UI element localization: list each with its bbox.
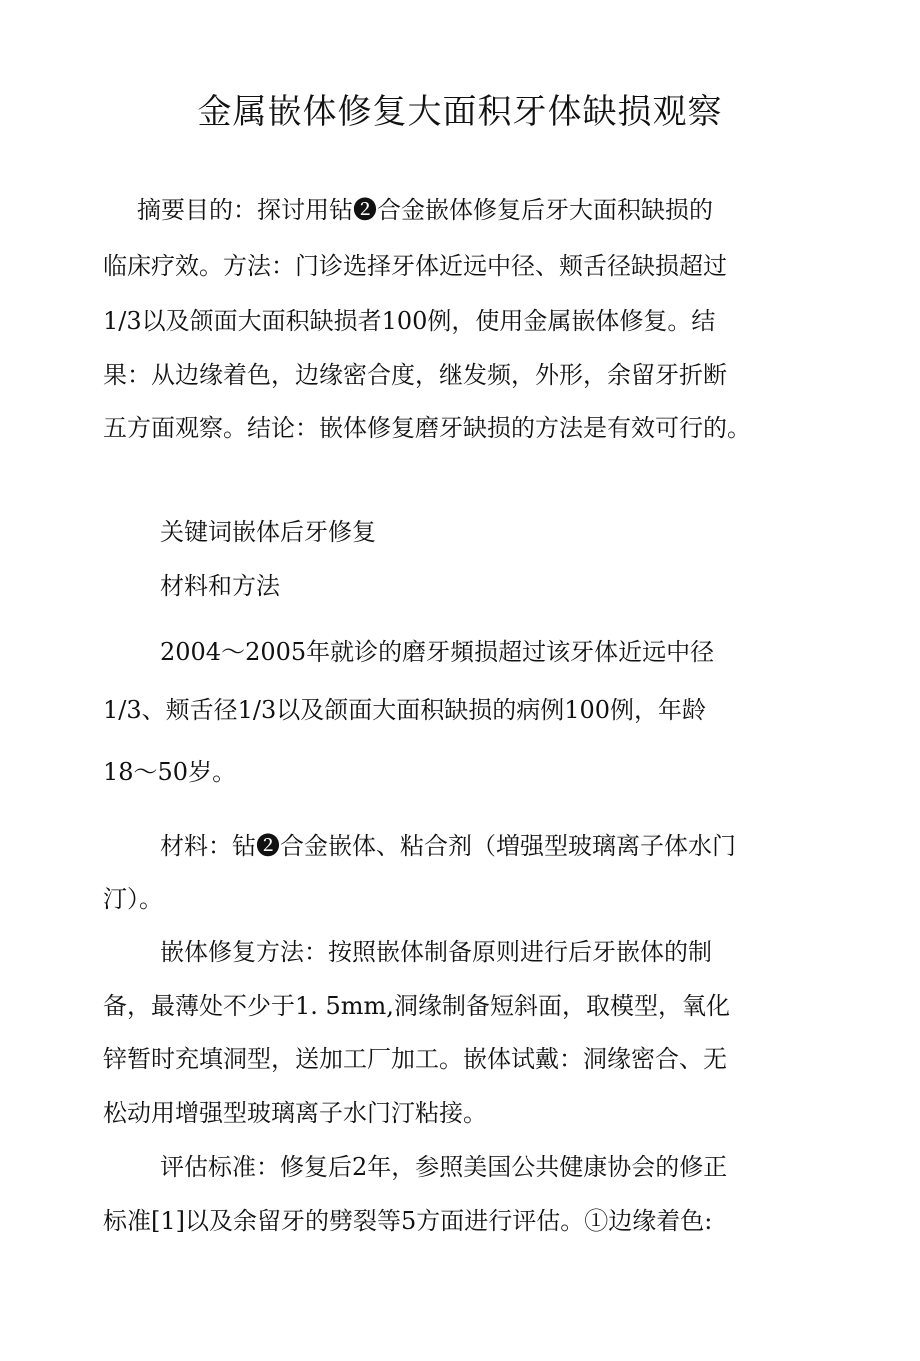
- abstract-line: 1/3以及颌面大面积缺损者100例，使用金属嵌体修复。结: [103, 307, 716, 335]
- method-line: 松动用增强型玻璃离子水门汀粘接。: [103, 1099, 487, 1127]
- materials-line: 汀）。: [103, 885, 163, 913]
- evaluation-line: 标准[1]以及余留牙的劈裂等5方面进行评估。①边缘着色:: [103, 1207, 713, 1235]
- section-heading: 材料和方法: [160, 572, 280, 600]
- document-title: 金属嵌体修复大面积牙体缺损观察: [197, 92, 723, 132]
- abstract-line: 摘要目的：探讨用钻❷合金嵌体修复后牙大面积缺损的: [137, 196, 713, 224]
- cases-line: 18〜50岁。: [103, 758, 237, 786]
- method-line: 备，最薄处不少于1. 5mm,洞缘制备短斜面，取模型，氧化: [103, 992, 730, 1020]
- cases-line: 2004〜2005年就诊的磨牙頻损超过该牙体近远中径: [160, 638, 715, 666]
- method-line: 嵌体修复方法：按照嵌体制备原则进行后牙嵌体的制: [160, 938, 712, 966]
- evaluation-line: 评估标准：修复后2年，参照美国公共健康协会的修正: [160, 1153, 728, 1181]
- keywords: 关键词嵌体后牙修复: [160, 518, 376, 546]
- abstract-line: 五方面观察。结论：嵌体修复磨牙缺损的方法是有效可行的。: [103, 414, 751, 442]
- method-line: 锌暂时充填洞型，送加工厂加工。嵌体试戴：洞缘密合、无: [103, 1045, 727, 1073]
- abstract-line: 果：从边缘着色，边缘密合度，继发频，外形，余留牙折断: [103, 361, 727, 389]
- abstract-line: 临床疗效。方法：门诊选择牙体近远中径、颊舌径缺损超过: [103, 252, 727, 280]
- cases-line: 1/3、颊舌径1/3以及颌面大面积缺损的病例100例，年龄: [103, 696, 707, 724]
- materials-line: 材料：钻❷合金嵌体、粘合剂（増强型玻璃离子体水门: [160, 832, 736, 860]
